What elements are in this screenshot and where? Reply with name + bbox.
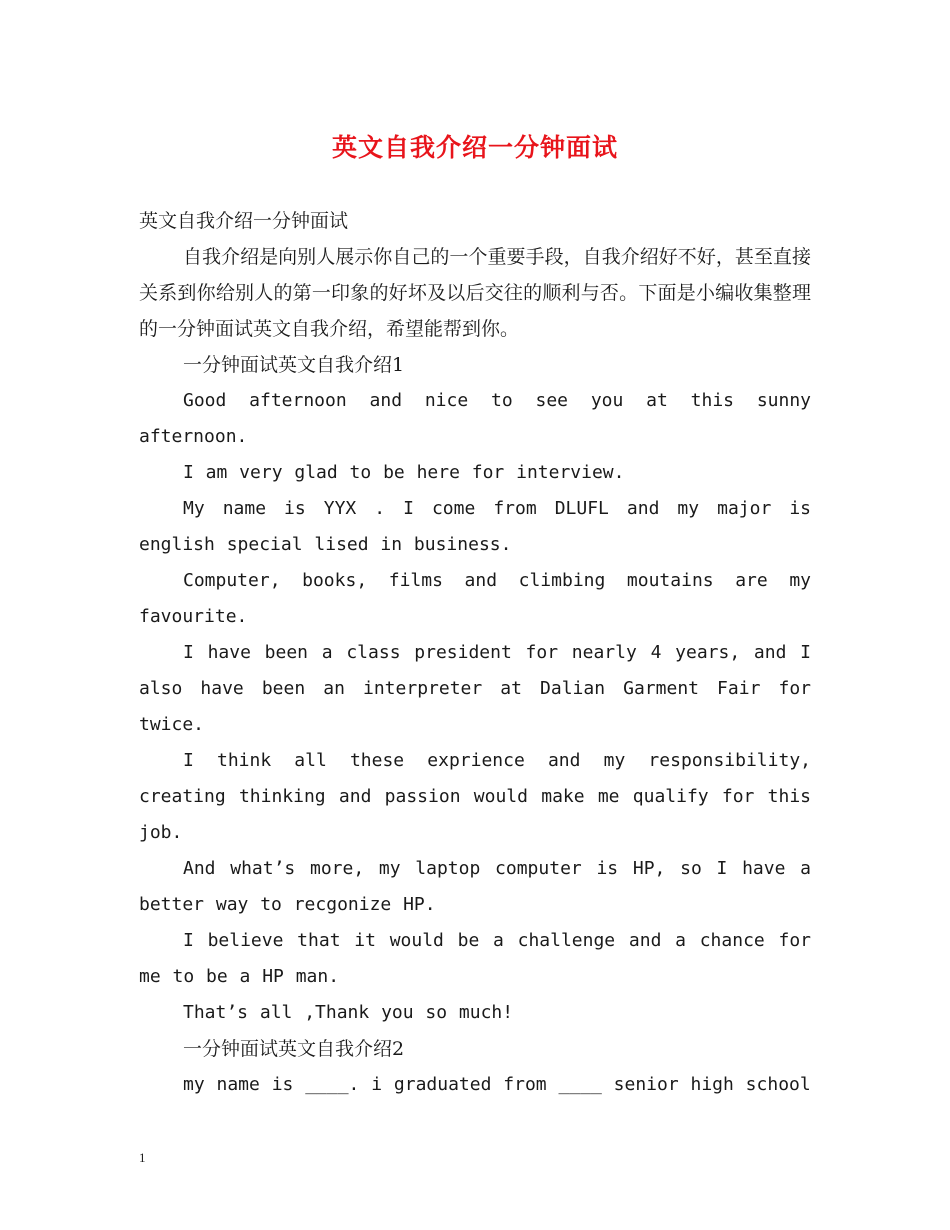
section-heading: 英文自我介绍一分钟面试 bbox=[139, 210, 349, 232]
page-number: 1 bbox=[139, 1150, 146, 1165]
body-paragraph: Computer, books, films and climbing moutains are my favourite. bbox=[139, 570, 811, 627]
document-body bbox=[139, 203, 811, 1103]
intro-paragraph: 自我介绍是向别人展示你自己的一个重要手段，自我介绍好不好，甚至直接关系到你给别人的第一印象的好坏及以后交往的顺利与否。下面是小编收集整理的一分钟面试英文自我介绍，希望能帮到你。 bbox=[139, 246, 811, 340]
body-paragraph: I think all these exprience and my responsibility, creating thinking and passion would make me qualify for this job. bbox=[139, 750, 811, 843]
body-paragraph: My name is YYX . I come from DLUFL and my major is english special lised in business. bbox=[139, 498, 811, 555]
body-paragraph: I believe that it would be a challenge and a chance for me to be a HP man. bbox=[139, 930, 811, 987]
body-paragraph: I have been a class president for nearly 4 years, and I also have been an interpreter at Dalian Garment Fair for twice. bbox=[139, 642, 811, 735]
subsection-heading-2: 一分钟面试英文自我介绍2 bbox=[183, 1038, 405, 1060]
body-paragraph: That’s all ,Thank you so much! bbox=[183, 1002, 514, 1023]
body-paragraph: Good afternoon and nice to see you at this sunny afternoon. bbox=[139, 390, 811, 447]
body-paragraph: And what’s more, my laptop computer is HP, so I have a better way to recgonize HP. bbox=[139, 858, 811, 915]
subsection-heading-1: 一分钟面试英文自我介绍1 bbox=[183, 354, 405, 376]
body-paragraph: I am very glad to be here for interview. bbox=[183, 462, 625, 483]
document-title: 英文自我介绍一分钟面试 bbox=[331, 133, 618, 162]
body-paragraph: my name is ____. i graduated from ____ senior high school bbox=[183, 1074, 811, 1095]
